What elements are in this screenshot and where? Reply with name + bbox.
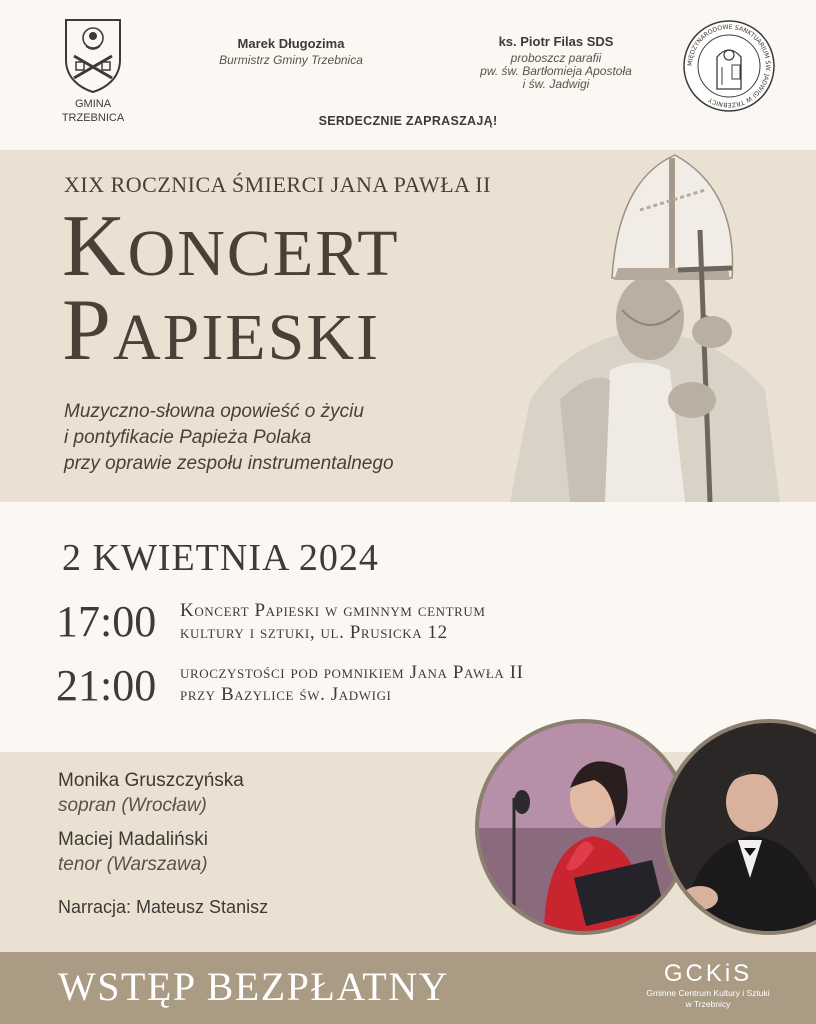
performer-2-name: Maciej Madaliński xyxy=(58,829,208,850)
pope-photo xyxy=(500,150,790,502)
event-2-description xyxy=(180,662,700,706)
title-line-2-rest: APIESKI xyxy=(112,301,380,374)
organizer-priest-role-line-2: pw. św. Bartłomieja Apostoła xyxy=(480,64,632,78)
title-line-1-rest: ONCERT xyxy=(127,217,400,290)
tenor-photo xyxy=(660,718,816,936)
event-date: 2 KWIETNIA 2024 xyxy=(62,537,379,579)
gmina-name-line-1: GMINA xyxy=(74,98,112,110)
organizer-priest-role xyxy=(456,52,656,91)
seal-text: MIĘDZYNARODOWE SANKTUARIUM ŚW. JADWIGI W TRZEBNICY xyxy=(686,23,772,109)
gckis-name-line-1: Gminne Centrum Kultury i Sztuki xyxy=(646,988,770,998)
sanctuary-seal-icon xyxy=(682,19,776,113)
organizer-priest-name: ks. Piotr Filas SDS xyxy=(498,34,614,49)
description-line-1: Muzyczno-słowna opowieść o życiu xyxy=(64,401,364,422)
title-line-2 xyxy=(62,284,380,385)
gmina-trzebnica-logo xyxy=(58,16,128,125)
organizer-priest xyxy=(456,34,656,91)
title-line-2-initial: P xyxy=(62,282,113,379)
performer-1-role: sopran (Wrocław) xyxy=(58,795,207,816)
event-2-time: 21:00 xyxy=(56,661,157,710)
organizer-priest-role-line-3: i św. Jadwigi xyxy=(522,77,590,91)
coat-of-arms-icon xyxy=(62,16,124,94)
gckis-full-name xyxy=(620,988,796,1010)
concert-description xyxy=(64,399,394,477)
organizer-mayor-role: Burmistrz Gminy Trzebnica xyxy=(219,53,363,67)
description-line-3: przy oprawie zespołu instrumentalnego xyxy=(64,453,394,474)
event-1-line-2: kultury i sztuki, ul. Prusicka 12 xyxy=(180,622,448,643)
description-line-2: i pontyfikacie Papieża Polaka xyxy=(64,427,312,448)
anniversary-heading: XIX ROCZNICA ŚMIERCI JANA PAWŁA II xyxy=(64,172,491,197)
organizer-mayor-name: Marek Długozima xyxy=(237,36,345,51)
narration-credit: Narracja: Mateusz Stanisz xyxy=(58,897,269,917)
performer-2-role: tenor (Warszawa) xyxy=(58,854,208,875)
event-2-line-2: przy Bazylice św. Jadwigi xyxy=(180,684,392,705)
organizer-mayor xyxy=(196,36,386,67)
gmina-name-line-2: TRZEBNICA xyxy=(61,112,125,124)
free-admission: WSTĘP BEZPŁATNY xyxy=(58,964,450,1009)
title-line-1-initial: K xyxy=(62,198,128,295)
gckis-logo xyxy=(620,960,796,1010)
organizer-priest-role-line-1: proboszcz parafii xyxy=(510,51,602,65)
gckis-wordmark: GCKiS xyxy=(663,960,753,987)
gckis-name-line-2: w Trzebnicy xyxy=(685,999,731,1009)
invitation-line: SERDECZNIE ZAPRASZAJĄ! xyxy=(318,114,498,128)
event-2-line-1: uroczystości pod pomnikiem Jana Pawła II xyxy=(180,662,524,683)
event-1-line-1: Koncert Papieski w gminnym centrum xyxy=(180,600,486,621)
performer-1-name: Monika Gruszczyńska xyxy=(58,770,244,791)
event-1-description xyxy=(180,600,700,644)
event-1-time: 17:00 xyxy=(56,597,157,646)
